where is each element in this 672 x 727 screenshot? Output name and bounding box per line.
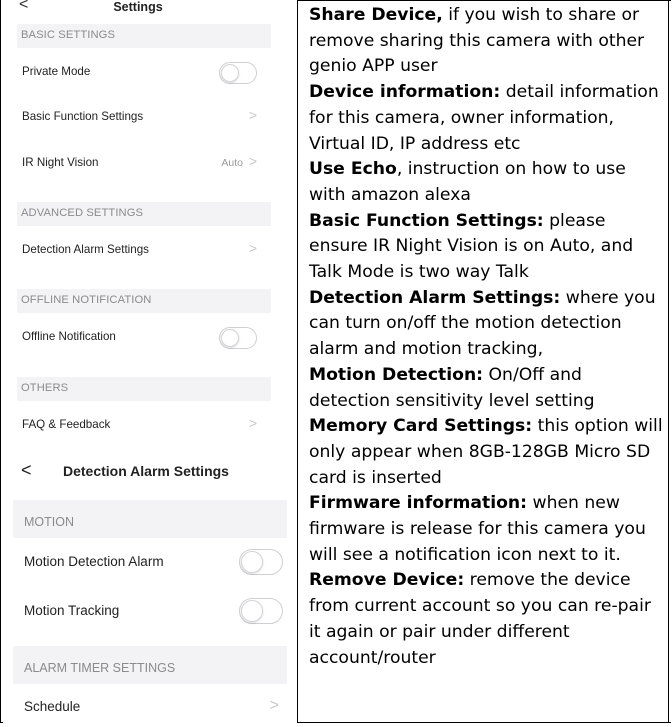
row-label: Offline Notification <box>22 330 116 343</box>
row-value: Auto <box>221 157 243 169</box>
description-body: where you can turn on/off the motion detection alarm and motion tracking, <box>309 287 656 360</box>
row-label: Private Mode <box>22 65 91 78</box>
row-faq-feedback[interactable] <box>17 409 271 439</box>
description-item <box>309 3 665 80</box>
description-item <box>309 286 665 363</box>
chevron-right-icon: > <box>248 415 257 431</box>
description-item <box>309 491 665 568</box>
chevron-right-icon: > <box>269 697 279 714</box>
description-term: Basic Function Settings: <box>309 210 544 231</box>
row-offline-notification[interactable] <box>17 321 271 351</box>
description-item <box>309 414 665 491</box>
description-term: Remove Device: <box>309 570 465 591</box>
row-detection-alarm-settings[interactable] <box>17 234 271 264</box>
row-motion-tracking[interactable] <box>13 593 287 629</box>
detection-alarm-screenshot <box>3 446 297 723</box>
row-basic-function-settings[interactable] <box>17 101 271 131</box>
chevron-right-icon: > <box>248 153 257 169</box>
description-item <box>309 209 665 286</box>
description-term: Motion Detection: <box>309 364 484 385</box>
section-header-motion: MOTION <box>13 500 287 538</box>
section-header-alarm-timer: ALARM TIMER SETTINGS <box>13 646 287 684</box>
description-body: when new firmware is release for this camera you will see a notification icon next to it. <box>309 493 646 565</box>
settings-screenshot <box>3 0 297 445</box>
back-arrow-icon[interactable]: < <box>19 0 29 13</box>
description-body: , instruction on how to use with amazon alexa <box>309 159 626 205</box>
toggle-knob <box>221 329 239 347</box>
row-label: Motion Detection Alarm <box>24 554 164 569</box>
row-ir-night-vision[interactable] <box>17 147 271 177</box>
chevron-right-icon: > <box>248 240 257 256</box>
description-body: please ensure IR Night Vision is on Auto, and Talk Mode is two way Talk <box>309 210 634 283</box>
row-label: Motion Tracking <box>24 603 120 618</box>
description-term: Device information: <box>309 82 501 103</box>
row-private-mode[interactable] <box>17 56 271 86</box>
table-border-middle <box>297 0 298 723</box>
section-header-basic: BASIC SETTINGS <box>17 24 271 48</box>
toggle-knob <box>221 64 239 82</box>
offline-notification-toggle[interactable] <box>219 327 257 349</box>
table-border-top <box>297 0 671 1</box>
section-header-advanced: ADVANCED SETTINGS <box>17 202 271 226</box>
section-header-offline: OFFLINE NOTIFICATION <box>17 289 271 313</box>
description-body: this option will only appear when 8GB-128GB Micro SD card is inserted <box>309 416 663 488</box>
description-text <box>309 3 665 671</box>
row-label: IR Night Vision <box>22 156 99 169</box>
row-label: Schedule <box>24 699 81 714</box>
description-body: remove the device from current account so you can re-pair it again or pair under different account/router <box>309 570 651 668</box>
back-arrow-icon[interactable]: < <box>21 460 32 480</box>
description-term: Memory Card Settings: <box>309 416 533 437</box>
chevron-right-icon: > <box>248 107 257 123</box>
toggle-knob <box>241 600 263 622</box>
row-label: Detection Alarm Settings <box>22 243 149 256</box>
settings-header <box>3 0 297 18</box>
description-item <box>309 157 665 208</box>
section-header-others: OTHERS <box>17 377 271 401</box>
description-body: detail information for this camera, owner information, Virtual ID, IP address etc <box>309 82 659 154</box>
description-body: On/Off and detection sensitivity level setting <box>309 364 595 411</box>
row-motion-detection-alarm[interactable] <box>13 544 287 580</box>
description-item <box>309 363 665 414</box>
description-term: Use Echo <box>309 159 397 180</box>
table-border-right <box>668 0 669 723</box>
description-body: if you wish to share or remove sharing this camera with other genio APP user <box>309 5 645 77</box>
description-term: Share Device, <box>309 5 443 25</box>
page-title: Settings <box>113 0 163 14</box>
table-border-left <box>0 0 1 723</box>
description-item <box>309 80 665 157</box>
description-term: Firmware information: <box>309 493 528 514</box>
private-mode-toggle[interactable] <box>219 62 257 84</box>
description-term: Detection Alarm Settings: <box>309 287 561 308</box>
motion-detection-alarm-toggle[interactable] <box>239 549 283 575</box>
row-label: Basic Function Settings <box>22 110 144 123</box>
motion-tracking-toggle[interactable] <box>239 598 283 624</box>
description-item <box>309 568 665 671</box>
page-title: Detection Alarm Settings <box>63 463 229 479</box>
row-schedule[interactable] <box>13 689 287 725</box>
toggle-knob <box>241 551 263 573</box>
row-label: FAQ & Feedback <box>22 418 111 431</box>
